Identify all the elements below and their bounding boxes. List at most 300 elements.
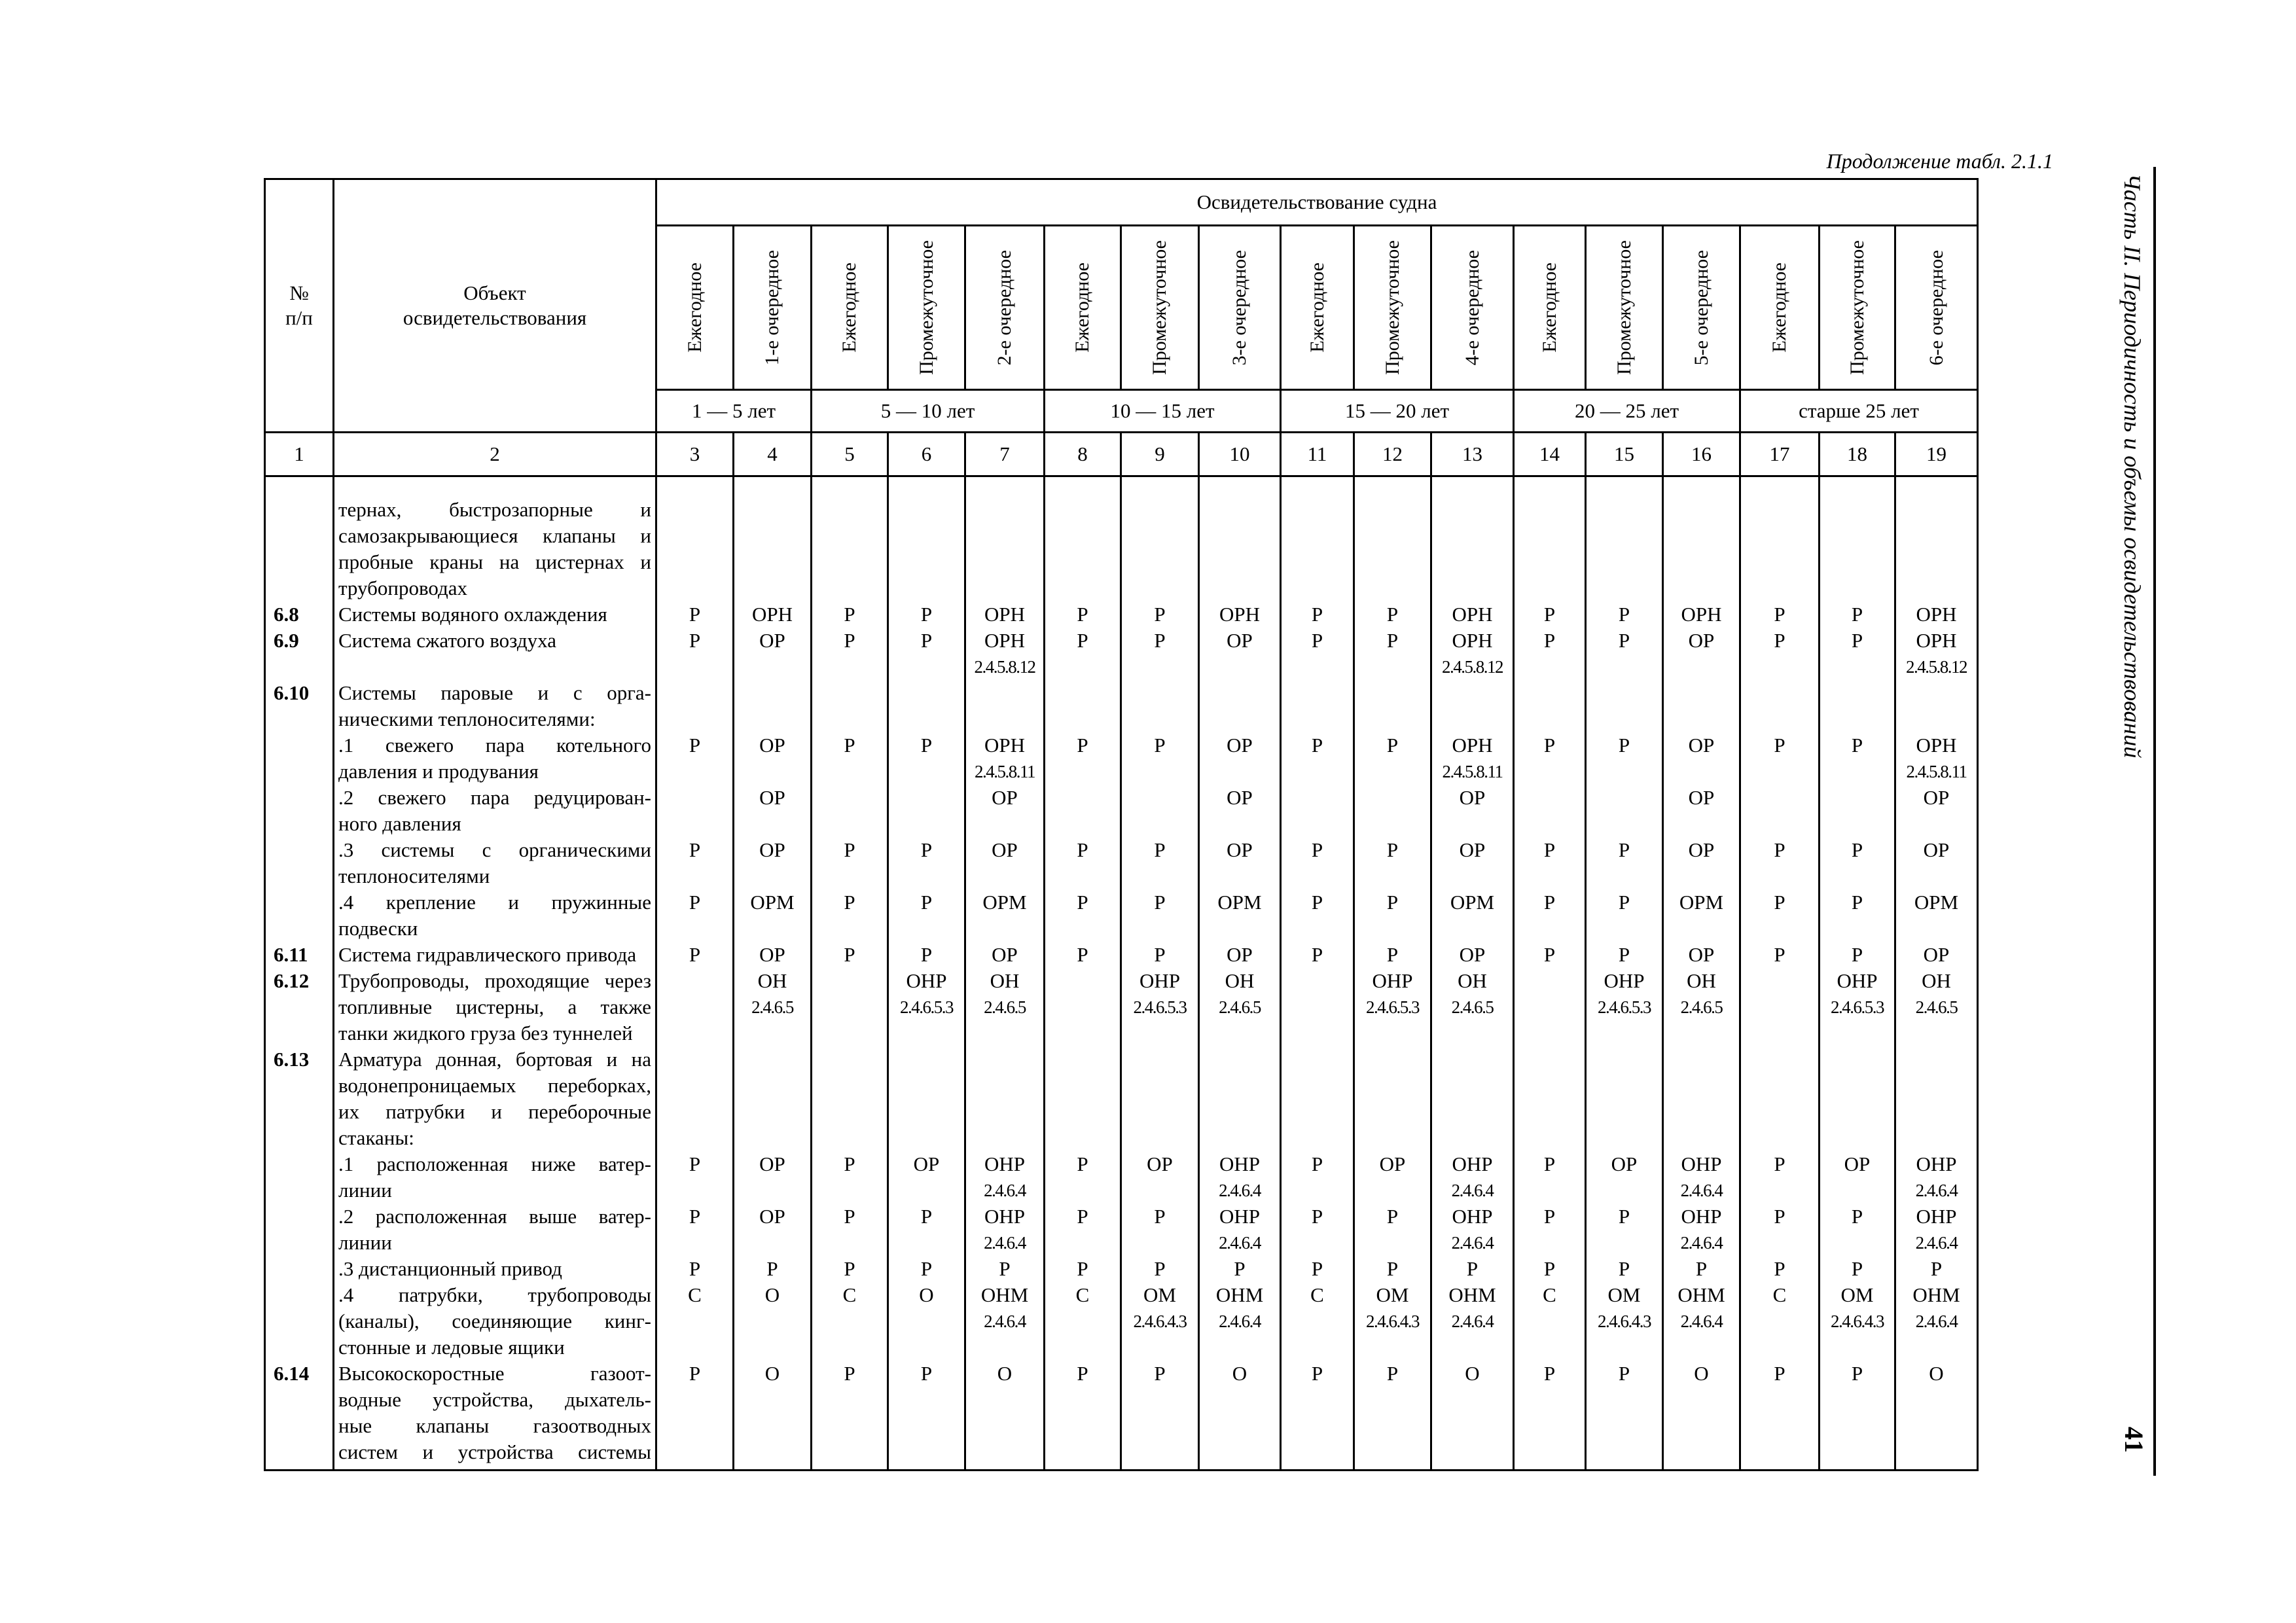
- survey-type-label: Промежуточное: [1613, 240, 1635, 375]
- survey-code-column: [812, 476, 888, 1471]
- survey-scope-code: Р: [1618, 603, 1630, 626]
- survey-scope-code: [889, 1387, 964, 1413]
- survey-scope-code: [1282, 1230, 1353, 1256]
- object-text-line: пробные краны на цистернах и: [338, 550, 651, 573]
- item-number: [266, 811, 332, 837]
- survey-scope-code: Р: [844, 838, 855, 861]
- survey-scope-code: [1896, 811, 1977, 837]
- survey-scope-code: [1122, 1334, 1198, 1361]
- survey-scope-code: Р: [999, 1257, 1011, 1280]
- survey-scope-code: [1664, 575, 1739, 601]
- survey-scope-code: [1515, 523, 1585, 549]
- survey-scope-code: [966, 1073, 1043, 1099]
- object-text-line: линии: [338, 1179, 392, 1202]
- survey-type-header: [1199, 226, 1281, 390]
- survey-scope-code: [812, 1020, 887, 1046]
- survey-scope-code: Р: [1543, 1152, 1556, 1175]
- survey-scope-code: [1122, 1046, 1198, 1073]
- survey-scope-code: Р: [689, 1205, 701, 1228]
- item-number: [266, 785, 332, 811]
- item-number: [266, 1387, 332, 1413]
- survey-scope-code: [1282, 1046, 1353, 1073]
- survey-scope-code: [734, 680, 810, 706]
- survey-scope-code: Р: [1311, 1362, 1323, 1385]
- survey-type-header: [1045, 226, 1121, 390]
- survey-scope-code: [1432, 811, 1513, 837]
- survey-scope-code: [1820, 1387, 1894, 1413]
- survey-scope-code: Р: [1154, 891, 1166, 914]
- object-description-column: [334, 476, 656, 1471]
- survey-scope-code: [1282, 1073, 1353, 1099]
- survey-scope-code: ОНМ: [1448, 1283, 1496, 1306]
- survey-scope-code: [1896, 1046, 1977, 1073]
- survey-scope-code: ОР: [759, 629, 785, 652]
- survey-scope-code: [1355, 1177, 1430, 1204]
- num-header-line: №: [289, 281, 309, 304]
- survey-scope-code: [1122, 1413, 1198, 1439]
- column-number: 15: [1586, 433, 1663, 476]
- survey-type-header: [965, 226, 1045, 390]
- survey-scope-code: ОР: [759, 734, 785, 757]
- survey-scope-code: ОНР: [984, 1152, 1025, 1175]
- survey-type-label: 3-е очередное: [1229, 249, 1250, 366]
- survey-scope-code: Р: [1154, 1205, 1166, 1228]
- rule-reference: 2.4.5.8.11: [1442, 762, 1503, 781]
- survey-scope-code: [1587, 916, 1662, 942]
- survey-scope-code: [1282, 1387, 1353, 1413]
- period-header: 5 — 10 лет: [812, 390, 1045, 433]
- survey-scope-code: [1515, 497, 1585, 523]
- survey-scope-code: Р: [1311, 1257, 1323, 1280]
- survey-scope-code: [812, 1230, 887, 1256]
- rule-reference: 2.4.6.4: [984, 1311, 1026, 1331]
- survey-scope-code: [812, 968, 887, 994]
- survey-scope-code: ОРН: [1916, 603, 1957, 626]
- survey-scope-code: Р: [1077, 1205, 1088, 1228]
- survey-scope-code: Р: [689, 603, 701, 626]
- survey-scope-code: [1045, 1073, 1120, 1099]
- survey-scope-code: Р: [1077, 1257, 1088, 1280]
- rule-reference: 2.4.6.4.3: [1598, 1311, 1651, 1331]
- survey-scope-code: [657, 1125, 732, 1151]
- object-text-line: .2 свежего пара редуцирован-: [338, 786, 651, 809]
- survey-scope-code: [1432, 706, 1513, 732]
- object-header-line: освидетельствования: [403, 306, 587, 329]
- survey-scope-code: Р: [689, 1362, 701, 1385]
- survey-scope-code: Р: [920, 1362, 933, 1385]
- survey-scope-code: [889, 706, 964, 732]
- survey-scope-code: [1587, 1177, 1662, 1204]
- survey-scope-code: ОМ: [1607, 1283, 1641, 1306]
- survey-scope-code: [966, 1334, 1043, 1361]
- survey-scope-code: ОНР: [1916, 1205, 1957, 1228]
- item-number: 6.12: [274, 969, 310, 992]
- rule-reference: 2.4.6.4: [1219, 1181, 1261, 1200]
- rule-reference: 2.4.6.4: [1915, 1233, 1958, 1253]
- rule-reference: 2.4.5.8.11: [975, 762, 1035, 781]
- survey-scope-code: [1587, 758, 1662, 785]
- survey-scope-code: С: [1310, 1283, 1324, 1306]
- survey-scope-code: [1587, 1020, 1662, 1046]
- survey-scope-code: ОР: [1459, 786, 1486, 809]
- survey-type-cell: [1122, 226, 1198, 389]
- survey-scope-code: [1355, 1020, 1430, 1046]
- period-header: 20 — 25 лет: [1514, 390, 1740, 433]
- num-column-header: [265, 179, 334, 433]
- survey-scope-code: [1045, 785, 1120, 811]
- survey-scope-code: [1200, 758, 1280, 785]
- survey-scope-code: [1587, 497, 1662, 523]
- survey-scope-code: [1896, 916, 1977, 942]
- object-text-line: давления и продувания: [338, 760, 539, 783]
- survey-scope-code: ОР: [992, 786, 1018, 809]
- column-number: 3: [656, 433, 734, 476]
- survey-scope-code: [734, 575, 810, 601]
- survey-scope-code: [1587, 680, 1662, 706]
- survey-scope-code: [1515, 758, 1585, 785]
- survey-scope-code: [1282, 1020, 1353, 1046]
- survey-scope-code: [1664, 811, 1739, 837]
- object-text-line: .3 дистанционный привод: [338, 1257, 562, 1280]
- survey-type-cell: [1515, 226, 1585, 389]
- survey-scope-code: О: [1694, 1362, 1709, 1385]
- survey-scope-code: [1282, 758, 1353, 785]
- survey-scope-code: Р: [920, 1205, 933, 1228]
- rule-reference: 2.4.6.4: [1680, 1311, 1723, 1331]
- survey-scope-code: [1741, 811, 1818, 837]
- object-text-line: (каналы), соединяющие кинг-: [338, 1310, 651, 1332]
- survey-scope-code: [1122, 785, 1198, 811]
- object-text-line: их патрубки и переборочные: [338, 1100, 651, 1123]
- survey-scope-code: Р: [1618, 629, 1630, 652]
- side-rule-line: [2153, 167, 2156, 1476]
- survey-scope-code: [1282, 549, 1353, 575]
- survey-scope-code: [1122, 811, 1198, 837]
- survey-scope-code: [1355, 523, 1430, 549]
- survey-scope-code: Р: [920, 603, 933, 626]
- survey-scope-code: ОР: [1844, 1152, 1871, 1175]
- survey-scope-code: [1122, 1020, 1198, 1046]
- survey-scope-code: [1896, 1413, 1977, 1439]
- rule-reference: 2.4.6.4: [1680, 1233, 1723, 1253]
- survey-scope-code: [734, 1413, 810, 1439]
- survey-scope-code: О: [764, 1283, 780, 1306]
- survey-scope-code: [1355, 1073, 1430, 1099]
- survey-scope-code: ОМ: [1143, 1283, 1176, 1306]
- survey-scope-code: Р: [1543, 838, 1556, 861]
- object-text-line: ные клапаны газоотводных: [338, 1414, 651, 1437]
- survey-scope-code: [1515, 811, 1585, 837]
- survey-scope-code: [1355, 1046, 1430, 1073]
- survey-scope-code: Р: [844, 629, 855, 652]
- survey-scope-code: [1282, 575, 1353, 601]
- survey-scope-code: С: [842, 1283, 857, 1306]
- survey-scope-code: ОРН: [984, 629, 1025, 652]
- survey-scope-code: Р: [1386, 1257, 1399, 1280]
- survey-scope-code: [1045, 1413, 1120, 1439]
- survey-scope-code: ОР: [1923, 838, 1950, 861]
- survey-scope-code: [1664, 1099, 1739, 1125]
- survey-scope-code: [734, 1046, 810, 1073]
- object-text-line: Система сжатого воздуха: [338, 629, 556, 652]
- column-numbers-row: [265, 433, 1978, 476]
- survey-scope-code: [734, 1125, 810, 1151]
- survey-scope-code: Р: [1386, 603, 1399, 626]
- column-number: 9: [1121, 433, 1199, 476]
- object-text-line: топливные цистерны, а также: [338, 995, 651, 1018]
- survey-scope-code: [1122, 1099, 1198, 1125]
- survey-scope-code: Р: [1543, 943, 1556, 966]
- column-number: 17: [1740, 433, 1820, 476]
- survey-scope-code: Р: [1930, 1257, 1943, 1280]
- survey-scope-code: [1896, 1439, 1977, 1465]
- survey-scope-code: [1122, 549, 1198, 575]
- survey-scope-code: [1355, 1230, 1430, 1256]
- survey-scope-code: [1045, 575, 1120, 601]
- survey-scope-code: [734, 916, 810, 942]
- survey-scope-code: [657, 497, 732, 523]
- column-number: 19: [1895, 433, 1978, 476]
- survey-scope-code: [1741, 916, 1818, 942]
- survey-scope-code: ОНР: [1681, 1152, 1722, 1175]
- survey-scope-code: [1664, 1073, 1739, 1099]
- survey-scope-code: [889, 1413, 964, 1439]
- survey-scope-code: [1741, 785, 1818, 811]
- survey-scope-code: [1820, 497, 1894, 523]
- rule-reference: 2.4.6.4: [1219, 1311, 1261, 1331]
- object-header-line: Объект: [463, 281, 526, 304]
- survey-scope-code: [734, 1177, 810, 1204]
- column-number: 5: [812, 433, 888, 476]
- survey-scope-code: [1896, 1020, 1977, 1046]
- survey-scope-code: [1515, 968, 1585, 994]
- item-number: [266, 758, 332, 785]
- survey-type-cell: [657, 226, 732, 389]
- survey-scope-code: [889, 1125, 964, 1151]
- item-number: [266, 1073, 332, 1099]
- object-text-line: водонепроницаемых переборках,: [338, 1074, 651, 1097]
- survey-scope-code: [1122, 1177, 1198, 1204]
- object-text-line: ного давления: [338, 812, 461, 835]
- survey-scope-code: ОР: [1923, 943, 1950, 966]
- survey-scope-code: ОРН: [1452, 603, 1493, 626]
- survey-scope-code: ОН: [990, 969, 1020, 992]
- survey-scope-code: [1045, 1177, 1120, 1204]
- survey-scope-code: [1515, 785, 1585, 811]
- survey-scope-code: [1587, 1099, 1662, 1125]
- survey-scope-code: [1741, 863, 1818, 889]
- survey-scope-code: [1355, 785, 1430, 811]
- survey-scope-code: ОР: [1923, 786, 1950, 809]
- survey-scope-code: [1741, 1308, 1818, 1334]
- survey-scope-code: [966, 680, 1043, 706]
- survey-scope-code: [812, 1125, 887, 1151]
- survey-scope-code: [1896, 863, 1977, 889]
- survey-type-label: Ежегодное: [683, 262, 706, 353]
- survey-scope-code: [1741, 1387, 1818, 1413]
- survey-scope-code: Р: [1154, 1362, 1166, 1385]
- survey-type-header: [1514, 226, 1586, 390]
- item-number: 6.11: [274, 943, 308, 966]
- object-text-line: Системы водяного охлаждения: [338, 603, 607, 626]
- survey-type-header: [1121, 226, 1199, 390]
- survey-code-column: [1514, 476, 1586, 1471]
- survey-scope-code: [812, 1177, 887, 1204]
- survey-scope-code: Р: [844, 603, 855, 626]
- survey-scope-code: [1355, 654, 1430, 680]
- survey-scope-code: [1896, 549, 1977, 575]
- survey-scope-code: [1355, 1439, 1430, 1465]
- survey-scope-code: [734, 497, 810, 523]
- item-number: [266, 1308, 332, 1334]
- survey-type-header: [812, 226, 888, 390]
- survey-scope-code: [1515, 1177, 1585, 1204]
- survey-scope-code: [1355, 706, 1430, 732]
- survey-scope-code: [1664, 1125, 1739, 1151]
- survey-scope-code: [1355, 549, 1430, 575]
- survey-scope-code: [1282, 1413, 1353, 1439]
- survey-scope-code: [1515, 1413, 1585, 1439]
- survey-scope-code: [1122, 758, 1198, 785]
- survey-scope-code: Р: [920, 838, 933, 861]
- column-number: 7: [965, 433, 1045, 476]
- survey-scope-code: [1282, 863, 1353, 889]
- survey-scope-code: [1741, 497, 1818, 523]
- survey-code-column: [1895, 476, 1978, 1471]
- rule-reference: 2.4.6.4: [984, 1233, 1026, 1253]
- survey-scope-code: [1282, 1334, 1353, 1361]
- survey-scope-code: [812, 785, 887, 811]
- survey-scope-code: ОРН: [1916, 629, 1957, 652]
- survey-code-column: [734, 476, 812, 1471]
- survey-scope-code: [1200, 549, 1280, 575]
- survey-scope-code: ОРН: [1452, 629, 1493, 652]
- survey-scope-code: [657, 758, 732, 785]
- survey-scope-code: [966, 549, 1043, 575]
- rule-reference: 2.4.6.4.3: [1133, 1311, 1187, 1331]
- column-number: 11: [1281, 433, 1354, 476]
- survey-scope-code: ОР: [759, 786, 785, 809]
- survey-scope-code: [889, 1099, 964, 1125]
- survey-scope-code: Р: [1154, 1257, 1166, 1280]
- survey-scope-code: [1045, 680, 1120, 706]
- survey-type-header: [888, 226, 965, 390]
- column-number: 8: [1045, 433, 1121, 476]
- survey-scope-code: ОР: [1459, 838, 1486, 861]
- survey-scope-code: ОРН: [1916, 734, 1957, 757]
- survey-scope-code: Р: [1774, 1205, 1785, 1228]
- object-text-line: .4 патрубки, трубопроводы: [338, 1283, 651, 1306]
- rule-reference: 2.4.6.5.3: [1366, 997, 1419, 1017]
- survey-code-column: [1586, 476, 1663, 1471]
- survey-code-column: [1045, 476, 1121, 1471]
- survey-scope-code: [1515, 575, 1585, 601]
- survey-scope-code: Р: [1543, 629, 1556, 652]
- survey-scope-code: [1587, 1334, 1662, 1361]
- survey-scope-code: Р: [920, 891, 933, 914]
- column-number: 12: [1354, 433, 1431, 476]
- survey-scope-code: [812, 1413, 887, 1439]
- survey-type-cell: [1282, 226, 1353, 389]
- object-text-line: [334, 654, 655, 680]
- survey-scope-code: Р: [1077, 734, 1088, 757]
- survey-scope-code: [1515, 706, 1585, 732]
- rule-reference: 2.4.6.4: [1915, 1311, 1958, 1331]
- survey-scope-code: [812, 497, 887, 523]
- survey-scope-code: [1045, 811, 1120, 837]
- survey-scope-code: [1515, 549, 1585, 575]
- side-running-title: Часть II. Периодичность и объемы освидетельствований: [2119, 173, 2145, 758]
- survey-scope-code: [1432, 1073, 1513, 1099]
- survey-scope-code: [657, 680, 732, 706]
- survey-scope-code: [1432, 497, 1513, 523]
- survey-scope-code: ОН: [1687, 969, 1716, 992]
- survey-scope-code: [1587, 863, 1662, 889]
- survey-scope-code: [1432, 1334, 1513, 1361]
- survey-code-column: [1820, 476, 1895, 1471]
- survey-scope-code: ОНР: [906, 969, 947, 992]
- survey-type-cell: [1741, 226, 1818, 389]
- survey-scope-code: [1664, 549, 1739, 575]
- survey-scope-code: [889, 811, 964, 837]
- rule-reference: 2.4.6.5: [984, 997, 1026, 1017]
- survey-scope-code: С: [1075, 1283, 1090, 1306]
- survey-scope-code: [1122, 863, 1198, 889]
- survey-type-cell: [1200, 226, 1280, 389]
- survey-scope-code: [657, 1020, 732, 1046]
- survey-scope-code: Р: [1774, 1257, 1785, 1280]
- survey-scope-code: [966, 811, 1043, 837]
- survey-scope-code: ОР: [1379, 1152, 1406, 1175]
- rule-reference: 2.4.6.4.3: [1831, 1311, 1884, 1331]
- survey-scope-code: [657, 1439, 732, 1465]
- survey-scope-code: [1122, 1387, 1198, 1413]
- survey-scope-code: [1820, 1020, 1894, 1046]
- survey-type-label: Ежегодное: [1071, 262, 1093, 353]
- object-text-line: систем и устройства системы: [338, 1440, 651, 1463]
- survey-scope-code: [1200, 1099, 1280, 1125]
- survey-scope-code: [966, 1099, 1043, 1125]
- survey-scope-code: ОР: [913, 1152, 940, 1175]
- survey-type-label: Ежегодное: [1538, 262, 1560, 353]
- survey-scope-code: ОР: [759, 838, 785, 861]
- survey-type-cell: [1896, 226, 1977, 389]
- survey-scope-code: [889, 680, 964, 706]
- item-number: [266, 1439, 332, 1465]
- survey-scope-code: [1896, 1334, 1977, 1361]
- survey-scope-code: [966, 1439, 1043, 1465]
- item-number: [266, 916, 332, 942]
- survey-scope-code: Р: [1618, 943, 1630, 966]
- object-text-line: Система гидравлического привода: [338, 943, 637, 966]
- survey-scope-code: [734, 863, 810, 889]
- survey-scope-code: Р: [1386, 891, 1399, 914]
- item-number: [266, 1151, 332, 1177]
- survey-scope-code: [1045, 1230, 1120, 1256]
- survey-scope-code: Р: [1234, 1257, 1246, 1280]
- column-number: 18: [1820, 433, 1895, 476]
- survey-scope-code: Р: [1154, 734, 1166, 757]
- survey-scope-code: [1587, 1387, 1662, 1413]
- survey-code-column: [1740, 476, 1820, 1471]
- survey-scope-code: [1355, 758, 1430, 785]
- survey-scope-code: [1200, 1020, 1280, 1046]
- survey-scope-code: [1282, 497, 1353, 523]
- survey-scope-code: ОНР: [984, 1205, 1025, 1228]
- survey-scope-code: [1515, 680, 1585, 706]
- survey-scope-code: [734, 1334, 810, 1361]
- survey-scope-code: [1200, 575, 1280, 601]
